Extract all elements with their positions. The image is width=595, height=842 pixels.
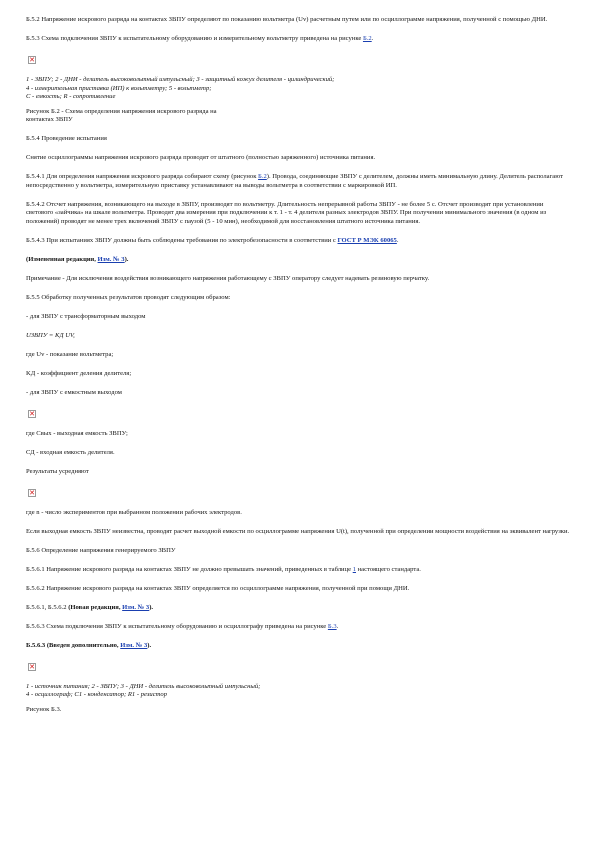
broken-image-icon: ✕ — [29, 409, 35, 418]
figure-b3-legend: 1 - источник питания; 2 - ЗВПУ; 3 - ДНИ - делитель высоковольтный импульсный; 4 - осциллограф; C1 - конденсатор; R1 - резистор — [26, 682, 261, 699]
link-figure-b3[interactable]: Б.3 — [327, 622, 337, 630]
figure-b2-title: Рисунок Б.2 - Схема определения напряжения искрового разряда на контактах ЗВПУ — [26, 107, 217, 124]
broken-image-icon: ✕ — [29, 488, 35, 497]
link-amendment-3[interactable]: Изм. № 3 — [97, 256, 125, 264]
formula-image-2 — [26, 487, 571, 509]
link-gost[interactable]: ГОСТ Р МЭК 60065 — [337, 237, 397, 245]
broken-image-icon: ✕ — [29, 55, 35, 64]
paragraph-transformer-output: - для ЗВПУ с трансформаторным выходом — [26, 312, 146, 320]
link-figure-b2-second[interactable]: Б.2 — [258, 173, 267, 181]
paragraph-b53: Б.5.3 Схема подключения ЗВПУ к испытательному оборудованию и измерительному вольтметру приведена на рисунке Б.2. — [26, 34, 374, 42]
paragraph-average: Результаты усредняют — [26, 467, 89, 475]
paragraph-note: Примечание - Для исключения воздействия возникающего напряжения работающему с ЗВПУ оператору следует надевать резиновую перчатку. — [26, 275, 430, 283]
paragraph-b563: Б.5.6.3 Схема подключения ЗВПУ к испытательному оборудованию и осциллографу приведена на рисунке Б.3. — [26, 622, 339, 630]
paragraph-b561: Б.5.6.1 Напряжение искрового разряда на контактах ЗВПУ не должно превышать значений, приведенных в таблице 1 настоящего стандарта. — [26, 565, 421, 573]
figure-b3-title: Рисунок Б.3. — [26, 705, 62, 713]
paragraph-b52: Б.5.2 Напряжение искрового разряда на контактах ЗВПУ определяют по показанию вольтметра (Uv) расчетным путем или по осциллограмме напряжения, полученной с помощью ДНИ. — [26, 16, 548, 23]
document-page — [26, 16, 571, 715]
paragraph-b541: Б.5.4.1 Для определения напряжения искрового разряда собирают схему (рисунок Б.2). Провода, соединяющие ЗВПУ с делителем, должны иметь минимальную длину. Делитель располагают непосредственно у вольтметра, измерительную приставку устанавливают на выводы вольтметра в соответствии с маркировкой ИП. — [26, 173, 563, 189]
figure-b3-image — [26, 661, 571, 683]
link-amendment-3-second[interactable]: Изм. № 3 — [122, 603, 150, 611]
paragraph-b543: Б.5.4.3 При испытаниях ЗВПУ должны быть соблюдены требования по электробезопасности в соответствии с ГОСТ Р МЭК 60065. — [26, 237, 399, 245]
link-figure-b2[interactable]: Б.2 — [362, 34, 372, 42]
broken-image-icon: ✕ — [29, 662, 35, 671]
paragraph-oscillogram: Снятие осциллограммы напряжения искрового разряда проводят от штатного (полностью заряженного) источника питания. — [26, 154, 376, 162]
paragraph-uv: где Uv - показание вольтметра; — [26, 350, 114, 358]
formula-u-zvpu: UЗВПУ = KД UV, — [26, 331, 75, 339]
link-table-1[interactable]: 1 — [352, 565, 356, 573]
paragraph-unknown-capacitance: Если выходная емкость ЗВПУ неизвестна, проводят расчет выходной емкости по осциллограмме напряжения U(t), полученной при определении мощности воздействия на эквивалент нагрузки. — [26, 527, 570, 535]
paragraph-b562: Б.5.6.2 Напряжение искрового разряда на контактах ЗВПУ определяется по осциллограмме напряжения, полученной при помощи ДНИ. — [26, 584, 410, 592]
amendment-note-b561-b562: Б.5.6.1, Б.5.6.2 (Новая редакция, Изм. № 3). — [26, 603, 154, 611]
amendment-note: (Измененная редакция, Изм. № 3). — [26, 256, 129, 264]
paragraph-b542: Б.5.4.2 Отсчет напряжения, возникающего на выходе в ЗВПУ, производят по вольтметру. Длительность непрерывной работы ЗВПУ - не более 5 с. Отсчет производят при установлении светового «зайчика» на шкале вольтметра. Проводят два измерения при подключении к т. 1 - т. 4 делителя разных электродов ЗВПУ. При получении минимального значения (в одном из положений) проводят не менее трех включений ЗВПУ с паузой (5 - 10 мин), необходимой для восстановления штатного источника питания. — [26, 200, 547, 226]
paragraph-cout: где Свых - выходная емкость ЗВПУ; — [26, 429, 128, 437]
paragraph-b56: Б.5.6 Определение напряжения генерируемого ЗВПУ — [26, 546, 176, 554]
paragraph-b55: Б.5.5 Обработку полученных результатов проводят следующим образом: — [26, 294, 231, 301]
paragraph-capacitive-output: - для ЗВПУ с емкостным выходом — [26, 388, 122, 396]
formula-image-1 — [26, 408, 571, 430]
figure-b2-image — [26, 54, 571, 76]
figure-b2-legend: 1 - ЗВПУ; 2 - ДНИ - делитель высоковольтный импульсный; 3 - защитный кожух делителя - цилиндрический; 4 - измерительная приставка (ИП) к вольтметру; 5 - вольтметр; С - емкость; R - сопротивление — [26, 75, 335, 101]
link-amendment-3-third[interactable]: Изм. № 3 — [120, 641, 148, 649]
paragraph-b54: Б.5.4 Проведение испытания — [26, 135, 107, 143]
paragraph-kd: KД - коэффициент деления делителя; — [26, 369, 132, 377]
paragraph-cd: СД - входная емкость делителя. — [26, 448, 115, 456]
amendment-note-b563: Б.5.6.3 (Введен дополнительно, Изм. № 3). — [26, 641, 152, 649]
paragraph-n: где n - число экспериментов при выбранном положении рабочих электродов. — [26, 508, 242, 516]
